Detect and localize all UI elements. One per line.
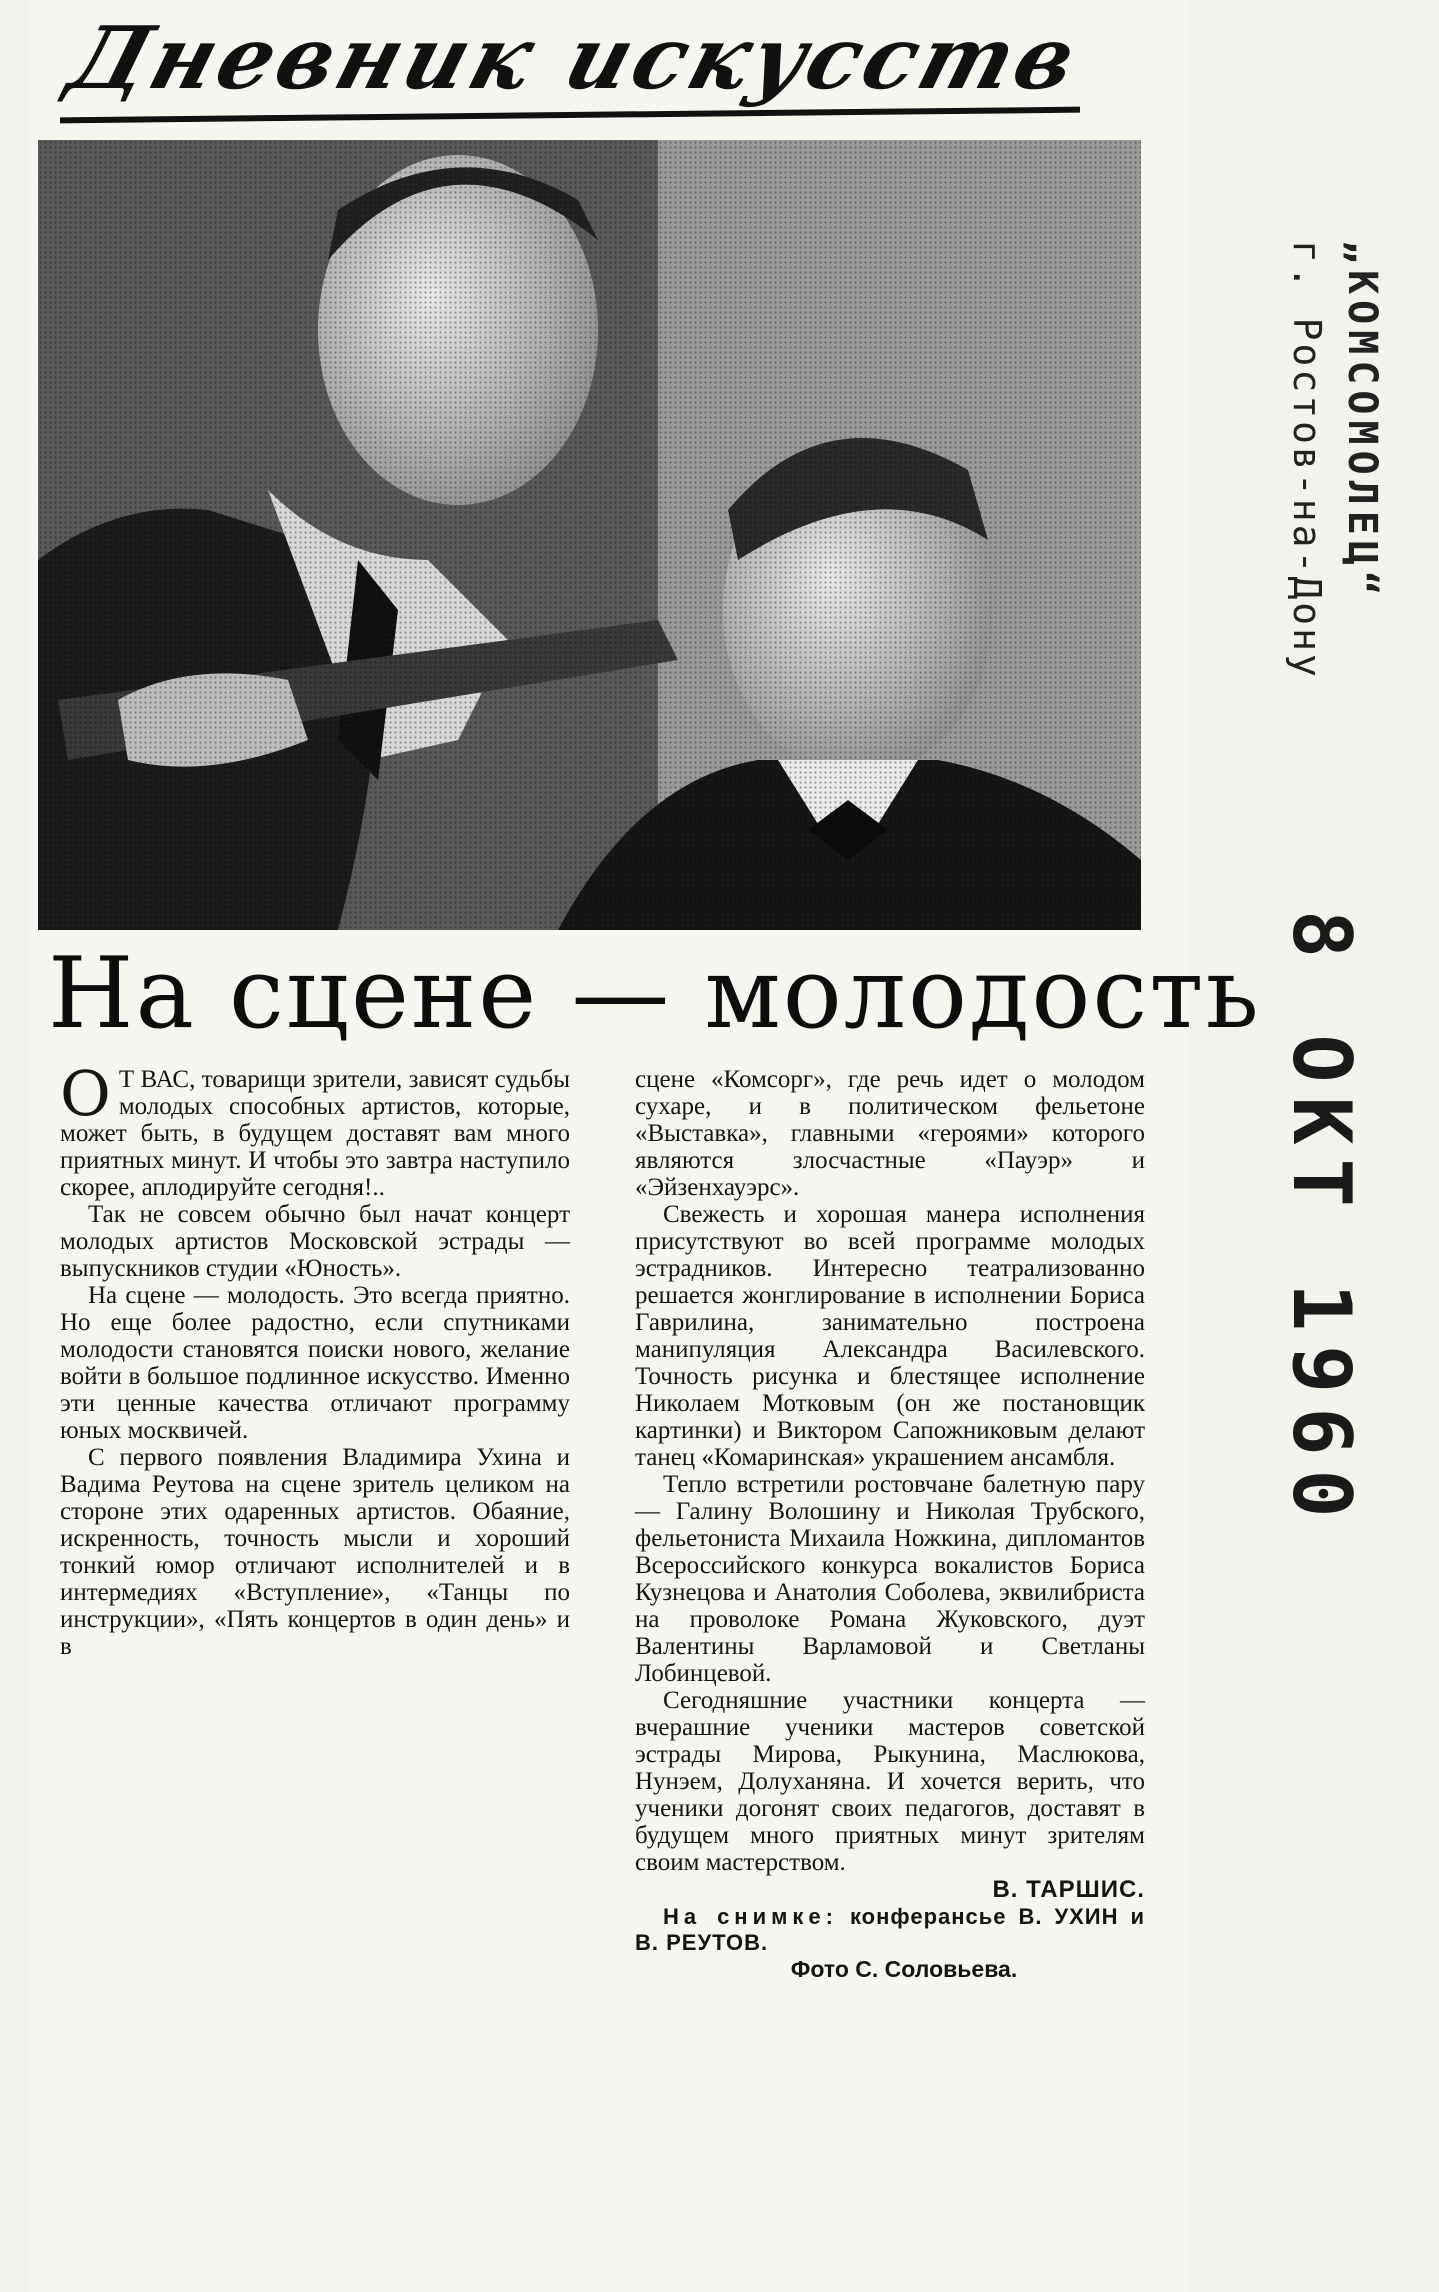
newspaper-stamp xyxy=(1225,240,1385,800)
lead-text: Т ВАС, товарищи зрители, зависят судьбы молодых способных артистов, которые, может быть, в будущем доставят вам много приятных минут. И чтобы это завтра наступило скорее, аплодируйте сегодня!.. xyxy=(60,1066,570,1201)
article-column-left xyxy=(60,1057,570,1660)
section-rubric: Дневник искусств xyxy=(58,8,1092,109)
article-column-right xyxy=(635,1066,1145,1983)
paragraph: Тепло встретили ростовчане балетную пару — Галину Волошину и Николая Трубского, фельетониста Михаила Ножкина, дипломантов Всероссийского конкурса вокалистов Бориса Кузнецова и Анатолия Соболева, эквилибриста на проволоке Романа Жуковского, дуэт Валентины Варламовой и Светланы Лобинцевой. xyxy=(635,1471,1145,1687)
photo-credit: Фото С. Соловьева. xyxy=(790,1956,1018,1982)
photo-caption xyxy=(635,1904,1145,1956)
caption-text: конферансье В. УХИН и В. РЕУТОВ. xyxy=(635,1904,1145,1955)
paragraph: На сцене — молодость. Это всегда приятно. Но еще более радостно, если спутниками молодости становятся поиски нового, желание войти в большое подлинное искусство. Именно эти ценные качества отличают программу юных москвичей. xyxy=(60,1282,570,1444)
author-signature: В. ТАРШИС. xyxy=(992,1876,1145,1903)
stamp-city: г. Ростов-на-Дону xyxy=(1285,240,1329,680)
drop-cap: О xyxy=(60,1057,111,1130)
stamp-date: 8 ОКТ 1960 xyxy=(1275,910,1368,1532)
article-headline: На сцене — молодость xyxy=(48,937,1261,1051)
caption-prefix: На снимке: xyxy=(663,1904,838,1929)
paragraph-continued: сцене «Комсорг», где речь идет о молодом сухаре, и в политическом фельетоне «Выставка», главными «героями» которого являются злосчастные «Пауэр» и «Эйзенхауэрс». xyxy=(635,1066,1145,1201)
lead-paragraph xyxy=(60,1057,570,1201)
paragraph: Свежесть и хорошая манера исполнения присутствуют во всей программе молодых эстрадников. Интересно театрализованно решается жонглирование в исполнении Бориса Гаврилина, занимательно построена манипуляция Александра Василевского. Точность рисунка и блестящее исполнение Николаем Мотковым (он же постановщик картинки) и Виктором Сапожниковым делают танец «Комаринская» украшением ансамбля. xyxy=(635,1201,1145,1471)
stamp-newspaper-name: „КОМСОМОЛЕЦ“ xyxy=(1339,240,1385,601)
article-photo xyxy=(38,140,1141,930)
paragraph: С первого появления Владимира Ухина и Вадима Реутова на сцене зритель целиком на стороне этих одаренных артистов. Обаяние, искренность, точность мысли и хороший тонкий юмор отличают исполнителей и в интермедиях «Вступление», «Танцы по инструкции», «Пять концертов в один день» и в xyxy=(60,1444,570,1660)
paragraph: Так не совсем обычно был начат концерт молодых артистов Московской эстрады — выпускников студии «Юность». xyxy=(60,1201,570,1282)
paragraph: Сегодняшние участники концерта — вчерашние ученики мастеров советской эстрады Мирова, Рыкунина, Маслюкова, Нунэем, Долуханяна. И хочется верить, что ученики догонят своих педагогов, доставят в будущем много приятных минут зрителям своим мастерством. xyxy=(635,1687,1145,1876)
